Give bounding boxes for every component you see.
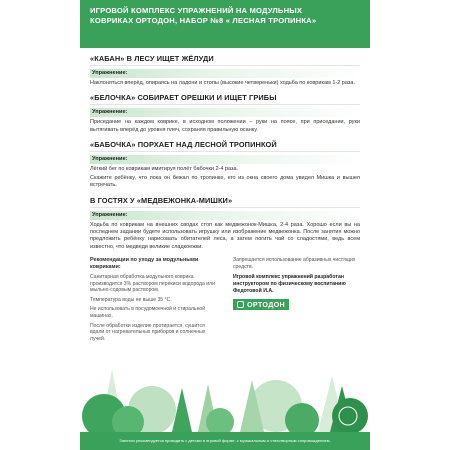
abrasive-warning: Запрещается использование абразивных чистящих средств. xyxy=(233,256,356,270)
exercise-label: Упражнение: xyxy=(90,69,360,78)
exercise-label: Упражнение: xyxy=(90,211,360,220)
exercise-text-babochka: Лёгкий бег по коврикам имитируя полёт бабочки 2-4 раза. xyxy=(90,165,239,172)
ortodon-logo-icon xyxy=(237,301,244,308)
exercise-label: Упражнение: xyxy=(90,155,360,164)
section-title-medvezhonok: В ГОСТЯХ У «МЕДВЕЖОНКА-МИШКИ» xyxy=(90,196,360,208)
exercise-text-belochka: Приседание на каждом коврике, в исходном положении – руки на поясе, при приседании, руки вытягивать вперёд до уровня плеч, сохраняя правильную осанку. xyxy=(90,119,360,133)
section-title-babochka: «БАБОЧКА» ПОРХАЕТ НАД ЛЕСНОЙ ТРОПИНКОЙ xyxy=(90,140,360,152)
bottom-columns xyxy=(90,257,360,342)
footer-banner: Занятия рекомендуется проводить с детьми в игровой форме, с музыкальным и стихотворным сопровождением. xyxy=(80,432,370,450)
logo-text: ОРТОДОН xyxy=(247,300,285,310)
exercise-text-medvezhonok: Ходьба по коврикам на внешних сводах стоп как медвежонок-Мишка, 2-4 раза. Хорошо если вы на последнем задании будете использовать игрушку или изображение медвежонка. После занятия можно предложить ребёнку нарисовать обитателей леса, а затем погить чай со сладостями, ведь всем известно, что медведи великие сладкоежки. xyxy=(90,221,360,250)
main-content xyxy=(90,48,360,342)
care-note-2: Температура воды не выше 35 °С. xyxy=(90,296,172,303)
ortodon-logo xyxy=(233,299,289,310)
care-heading: Рекомендации по уходу за модульными ковриками: xyxy=(90,256,199,270)
exercise-label: Упражнение: xyxy=(90,108,360,117)
header-title-line1: ИГРОВОЙ КОМПЛЕКС УПРАЖНЕНИЙ НА МОДУЛЬНЫХ xyxy=(90,6,303,15)
care-note-3: Не использовать в посудомоечной и стиральной машинах. xyxy=(90,306,206,319)
care-note-1: Санитарная обработка модульного коврика производится 3% раствором перекиси водорода или мыльно-содовым раствором. xyxy=(90,273,215,294)
exercise-text-babochka-2: Скажите ребёнку, что пока он бежал по тропинке, его из окна своего дома увидел Мишка и вышел встречать. xyxy=(90,175,360,189)
header-title-line2: КОВРИКАХ ОРТОДОН, НАБОР №8 « ЛЕСНАЯ ТРОПИНКА» xyxy=(90,16,317,25)
exercise-text-kaban: Наклоняться вперёд, опираясь на ладони и стопы (высокие четвереньки) ходьба по коврикам 1-2 раза. xyxy=(90,80,355,86)
forest-trees-illustration xyxy=(80,336,370,432)
header-banner xyxy=(80,0,370,48)
care-note-4: После обработки изделие протирается, сушится вдали от нагревательных приборов и солнечных лучей. xyxy=(90,322,206,342)
author-credit: Игровой комплекс упражнений разработан инструктором по физическому воспитанию Федотовой И.А. xyxy=(233,274,346,294)
care-column xyxy=(90,257,217,342)
author-column xyxy=(233,257,360,342)
section-title-belochka: «БЕЛОЧКА» СОБИРАЕТ ОРЕШКИ И ИЩЕТ ГРИБЫ xyxy=(90,93,360,105)
section-title-kaban: «КАБАН» В ЛЕСУ ИЩЕТ ЖЁЛУДИ xyxy=(90,54,360,66)
